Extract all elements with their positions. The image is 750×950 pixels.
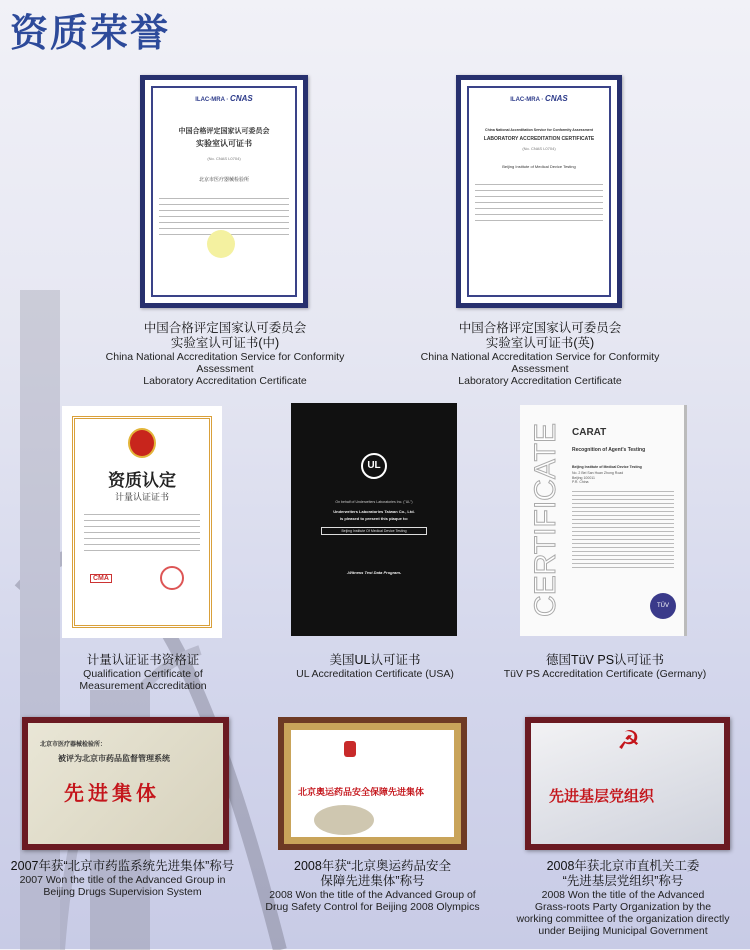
caption-tuv: 德国TüV PS认可证书 TüV PS Accreditation Certificate (Germany): [503, 653, 707, 680]
cert-org: Beijing Institute of Medical Device Testing: [502, 164, 576, 169]
ilac-logo: ILAC-MRA: [195, 97, 225, 103]
cert-heading: 中国合格评定国家认可委员会: [178, 128, 270, 135]
caption-honor-olympics: 2008年获“北京奥运药品安全 保障先进集体”称号 2008 Won the title of the Advanced Group of Drug Safety Control for Beijing 2008 Olympics: [265, 859, 480, 913]
caption-honor-2007: 2007年获“北京市药监系统先进集体”称号 2007 Won the title of the Advanced Group in Beijing Drugs Supervision System: [10, 859, 235, 898]
caption-cnas-english: 中国合格评定国家认可委员会 实验室认可证书(英) China National Accreditation Service for Conformity Assessment Laboratory Accreditation Certificate: [420, 321, 660, 387]
caption-cma: 计量认证证书资格证 Qualification Certificate of Measurement Accreditation: [79, 653, 207, 692]
cert-subheading: LABORATORY ACCREDITATION CERTIFICATE: [483, 136, 595, 142]
caption-cnas-chinese: 中国合格评定国家认可委员会 实验室认可证书(中) China National Accreditation Service for Conformity Assessment Laboratory Accreditation Certificate: [105, 321, 345, 387]
ul-logo: UL: [361, 453, 387, 479]
caption-ul: 美国UL认可证书 UL Accreditation Certificate (USA): [296, 653, 454, 680]
cnas-certificate-chinese: ILAC-MRA · CNAS 中国合格评定国家认可委员会 实验室认可证书 (No. CNAS L0704) 北京市医疗器械检验所: [140, 75, 308, 308]
cma-mark: CMA: [90, 574, 112, 583]
cnas-certificate-english: ILAC-MRA · CNAS China National Accreditation Service for Conformity Assessment LABORATORY ACCREDITATION CERTIFICATE (No. CNAS L0704) Beijing Institute of Medical Device Testing: [456, 75, 622, 308]
page-title: 资质荣誉: [10, 10, 171, 55]
hammer-sickle-icon: ☭: [617, 725, 641, 755]
cert-org: 北京市医疗器械检验所: [198, 177, 249, 183]
cnas-logo: CNAS: [545, 94, 568, 103]
ul-certificate: UL On behalf of Underwriters Laboratories Inc. ("UL") Underwriters Laboratories Taiwan Co., Ltd. is pleased to present this plaque to: Beijing Institute Of Medical Device Testing -Witness Test Data Program-: [291, 403, 457, 636]
ilac-logo: ILAC-MRA: [510, 97, 540, 103]
cert-number: (No. CNAS L0704): [522, 146, 556, 151]
seal-icon: [160, 566, 184, 590]
seal-icon: [207, 230, 235, 258]
honor-plaque-party: ☭ 先进基层党组织: [525, 717, 730, 850]
tuv-certificate: CERTIFICATE CARAT Recognition of Agent's Testing Beijing Institute of Medical Device Testing No. 2 Bei San Huan Zhong Road Beijing 100011 P.R. China TÜV: [520, 405, 687, 636]
cnas-logo: CNAS: [230, 94, 253, 103]
honor-plaque-2007: 北京市医疗器械检验所： 被评为北京市药品监督管理系统 先进集体: [22, 717, 229, 850]
honor-plaque-olympics: 北京奥运药品安全保障先进集体: [278, 717, 467, 850]
cma-certificate: 资质认定 计量认证证书 CMA: [62, 406, 222, 638]
cert-number: (No. CNAS L0704): [207, 156, 241, 161]
cert-heading: China National Accreditation Service for Conformity Assessment: [485, 128, 593, 132]
tuv-logo: TÜV: [650, 593, 676, 619]
olympic-emblem-icon: [344, 741, 356, 757]
certificate-side-lettering: CERTIFICATE: [529, 423, 562, 617]
caption-honor-party: 2008年获北京市直机关工委 “先进基层党组织”称号 2008 Won the title of the Advanced Grass-roots Party Organization by the working committee of the organization directly under Beijing Municipal Government: [516, 859, 730, 937]
national-emblem-icon: [128, 428, 156, 458]
cert-subheading: 实验室认可证书: [196, 139, 252, 148]
